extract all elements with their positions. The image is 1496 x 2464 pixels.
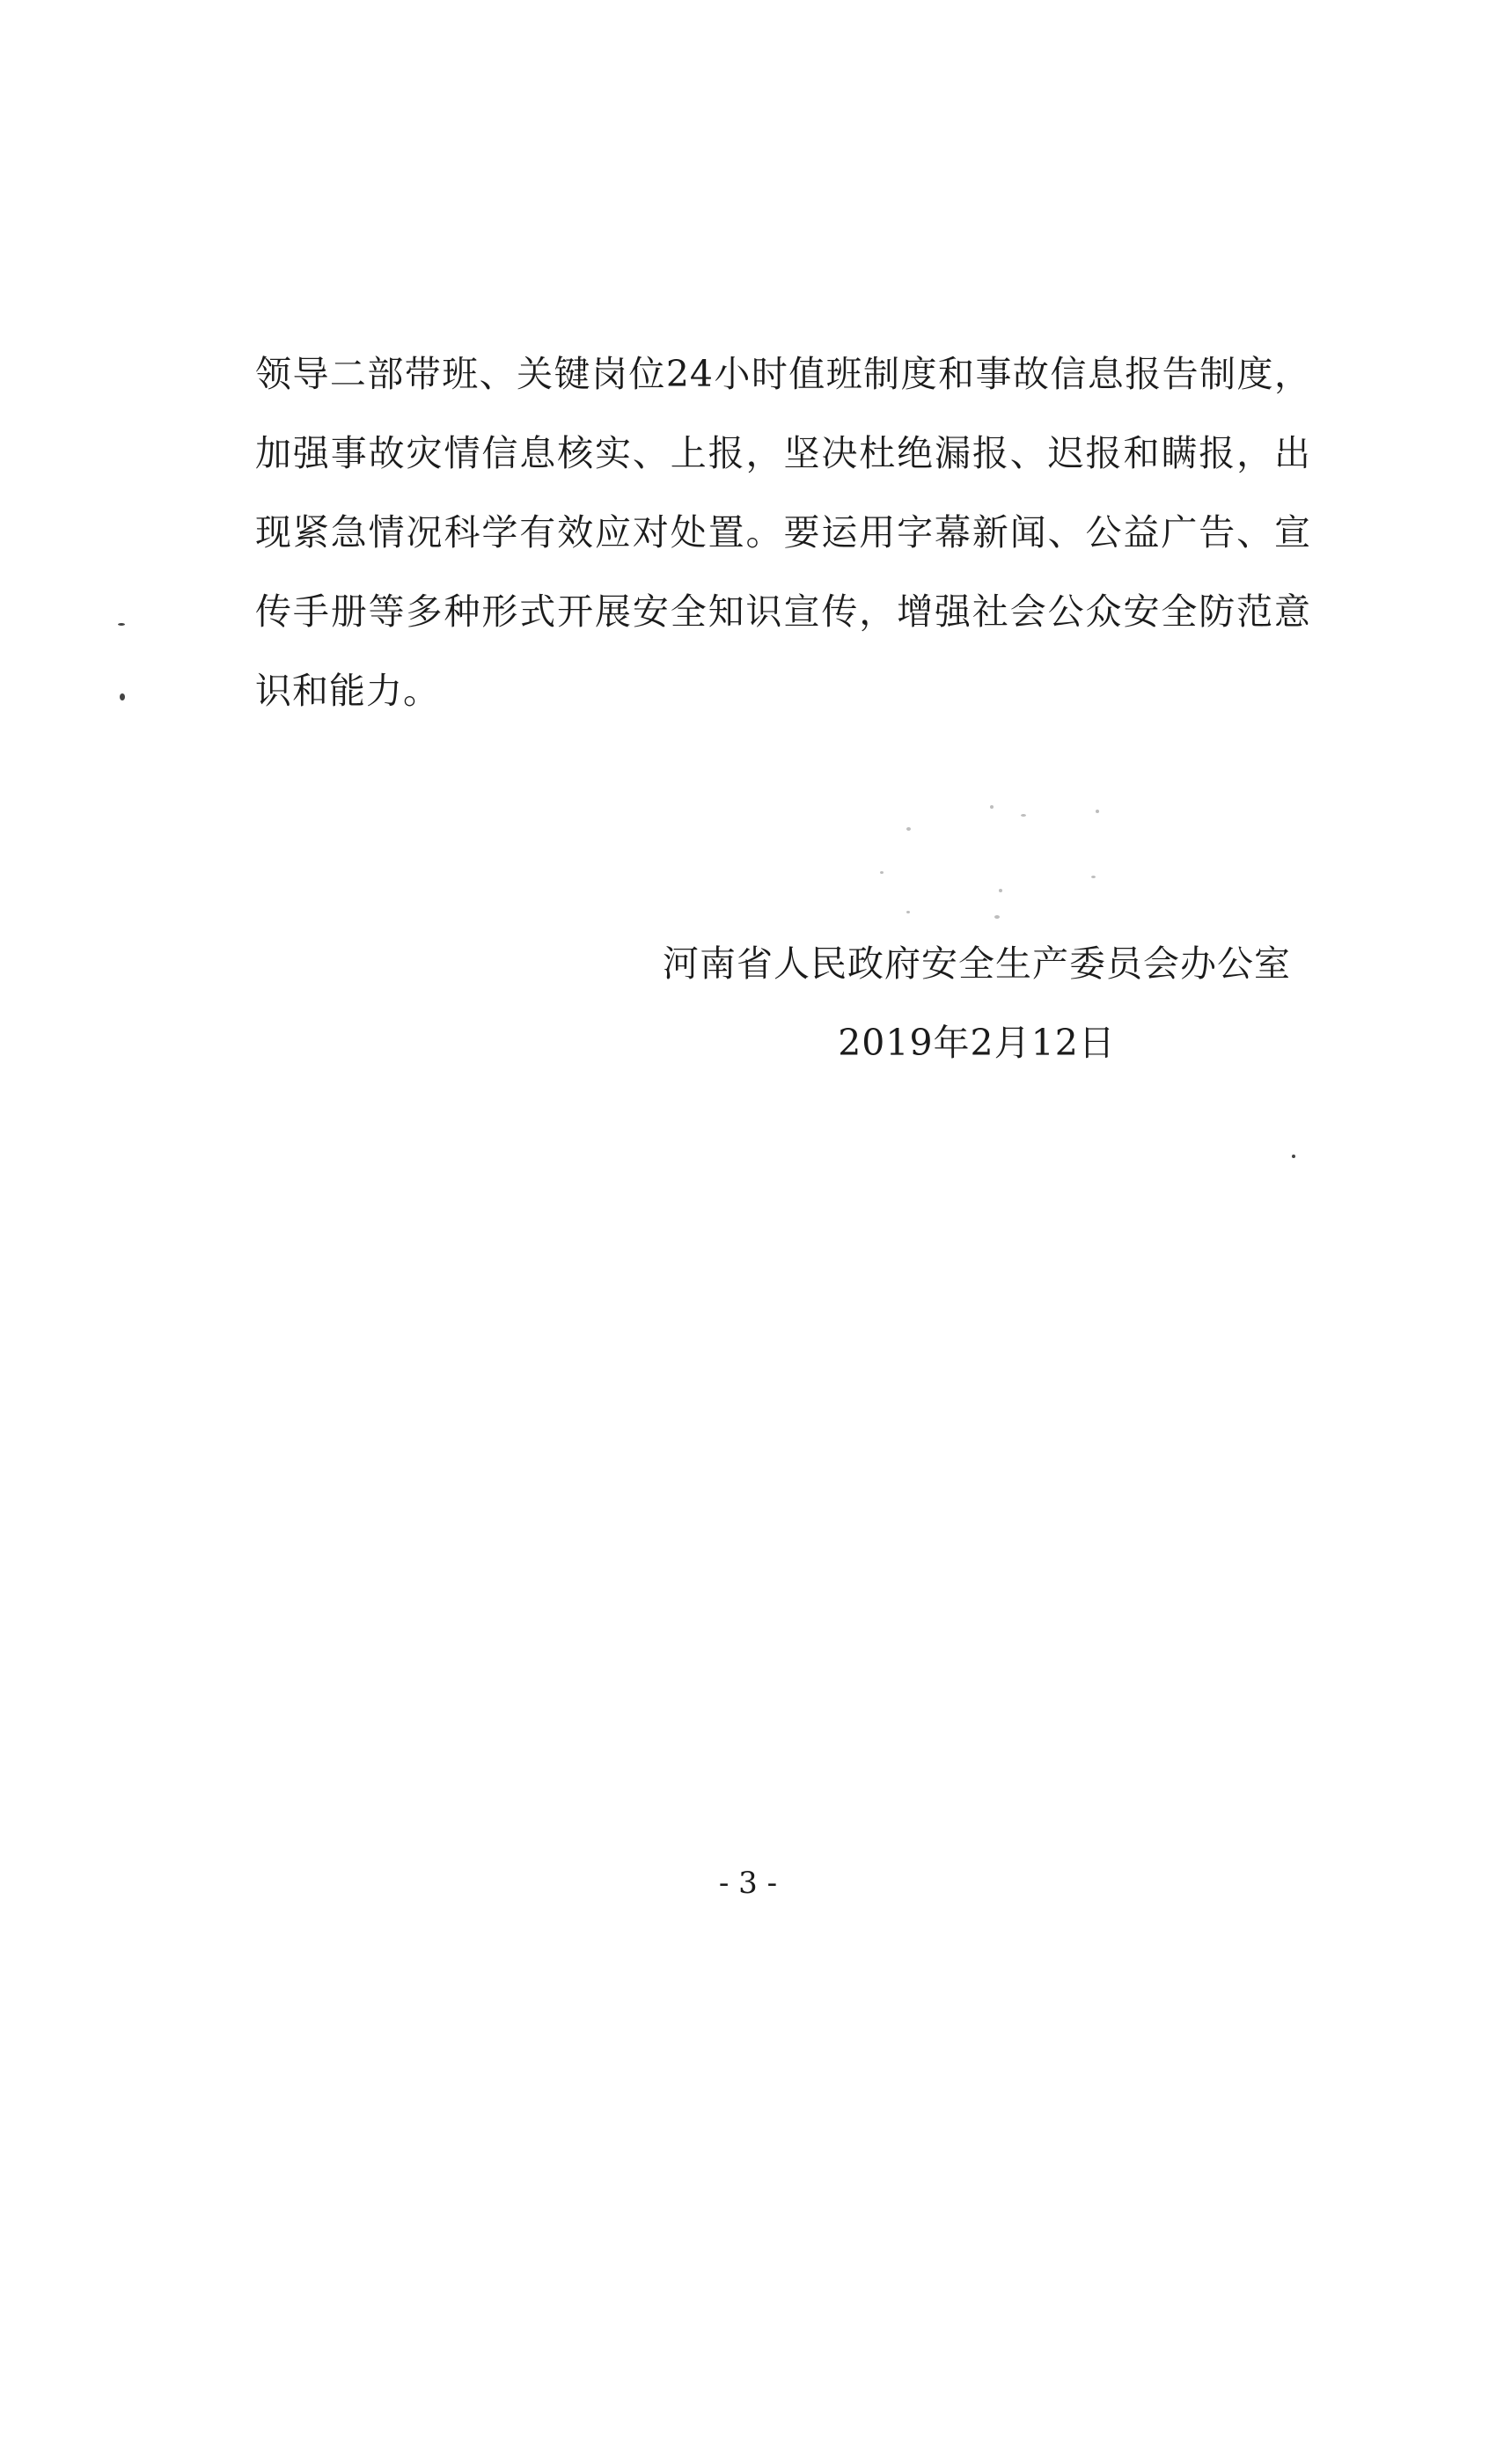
paragraph-line-4: 传手册等多种形式开展安全知识宣传，增强社会公众安全防范意: [255, 590, 1311, 633]
page-number: - 3 -: [718, 1866, 778, 1901]
issue-date: 2019年2月12日: [838, 1022, 1116, 1064]
scan-artifact-dot: [120, 693, 125, 700]
scan-artifact-dot: [1292, 1155, 1295, 1158]
signature-block: [625, 928, 1329, 1078]
scan-artifact-dot: [118, 623, 125, 626]
paragraph-line-3: 现紧急情况科学有效应对处置。要运用字幕新闻、公益广告、宣: [255, 511, 1311, 554]
paragraph-line-2: 加强事故灾情信息核实、上报，坚决杜绝漏报、迟报和瞒报，出: [255, 432, 1311, 474]
issuing-organization: 河南省人民政府安全生产委员会办公室: [663, 942, 1291, 985]
paragraph-line-1: 领导二部带班、关键岗位24小时值班制度和事故信息报告制度，: [255, 353, 1311, 395]
paragraph-line-5: 识和能力。: [255, 670, 440, 712]
body-paragraph: [255, 334, 1311, 730]
